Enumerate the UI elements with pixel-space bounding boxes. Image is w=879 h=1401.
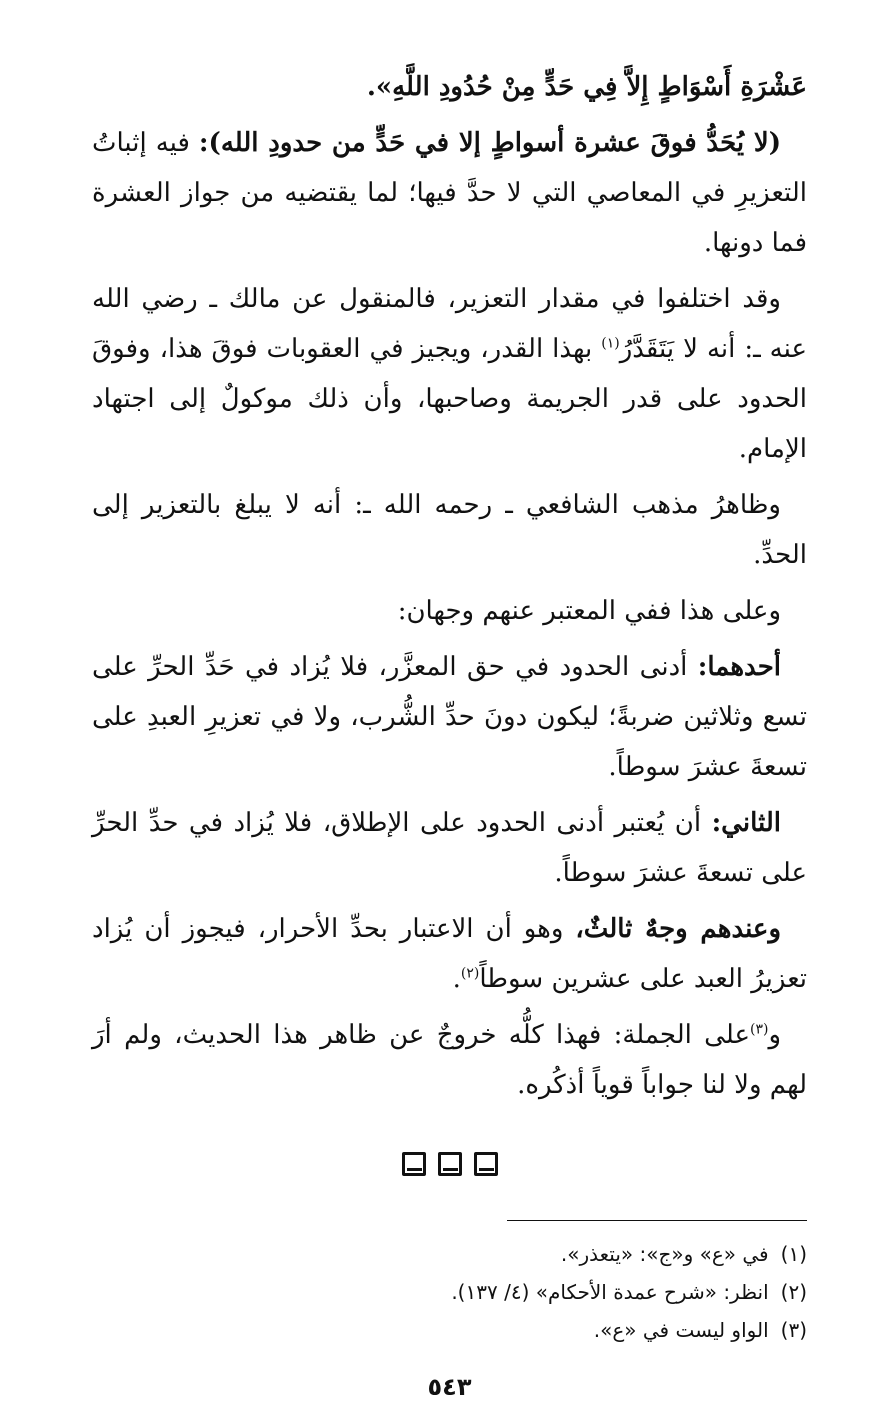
text-segment: وهو أن الاعتبار بحدِّ الأحرار، فيجوز أن يُزاد تعزيرُ العبد على عشرين سوطاً (92, 914, 807, 994)
square-ornament-icon (402, 1152, 426, 1176)
paragraph-8 (92, 1010, 807, 1110)
footnote-ref-3[interactable]: (٣) (749, 1021, 769, 1038)
footnote-text: في «ع» و«ج»: «يتعذر». (560, 1242, 769, 1266)
text-segment: و (768, 1020, 781, 1050)
text-segment: أن يُعتبر أدنى الحدود على الإطلاق، فلا يُزاد في حدِّ الحرِّ على تسعةَ عشرَ سوطاً. (92, 808, 807, 888)
footnote-item (92, 1235, 807, 1273)
footnotes (92, 1235, 807, 1349)
footnote-number: (٢) (780, 1280, 807, 1304)
text-segment: وقد اختلفوا في مقدار التعزير، فالمنقول عن مالك ـ رضي الله عنه ـ: أنه لا يَتَقَدَّرُ (92, 284, 807, 364)
paragraph-3 (92, 480, 807, 580)
paragraph-2 (92, 274, 807, 474)
heading-word: الثاني: (711, 808, 781, 838)
text-segment: عَشْرَةِ أَسْوَاطٍ إِلاَّ فِي حَدٍّ مِنْ حُدُودِ اللَّهِ». (366, 72, 807, 102)
quoted-phrase: (لا يُحَدُّ فوقَ عشرة أسواطٍ إلا في حَدٍّ من حدودِ الله): (198, 128, 781, 158)
paragraph-4 (92, 586, 807, 636)
text-segment: فيه إثباتُ التعزيرِ في المعاصي التي لا حدَّ فيها؛ لما يقتضيه من جواز العشرة فما دونها. (92, 128, 807, 258)
footnote-ref-2[interactable]: (٢) (460, 965, 480, 982)
footnote-separator (507, 1220, 807, 1221)
footnote-text: انظر: «شرح عمدة الأحكام» (٤/ ١٣٧). (451, 1280, 769, 1304)
hadith-continuation (92, 62, 807, 112)
footnote-number: (١) (780, 1242, 807, 1266)
paragraph-7 (92, 904, 807, 1004)
text-segment: بهذا القدر، ويجيز في العقوبات فوقَ هذا، وفوقَ الحدود على قدر الجريمة وصاحبها، وأن ذلك موكولٌ إلى اجتهاد الإمام. (92, 334, 807, 464)
paragraph-5 (92, 642, 807, 792)
footnote-text: الواو ليست في «ع». (593, 1318, 769, 1342)
footnote-item (92, 1311, 807, 1349)
paragraph-6 (92, 798, 807, 898)
square-ornament-icon (474, 1152, 498, 1176)
text-segment: وعلى هذا ففي المعتبر عنهم وجهان: (397, 596, 781, 626)
square-ornament-icon (438, 1152, 462, 1176)
text-segment: وظاهرُ مذهب الشافعي ـ رحمه الله ـ: أنه لا يبلغ بالتعزير إلى الحدِّ. (92, 490, 807, 570)
section-divider (92, 1152, 807, 1176)
text-segment: . (452, 964, 461, 994)
paragraph-1 (92, 118, 807, 268)
heading-word: وعندهم وجهٌ ثالثٌ، (575, 914, 782, 944)
text-segment: أدنى الحدود في حق المعزَّر، فلا يُزاد في حَدِّ الحرِّ على تسع وثلاثين ضربةً؛ ليكون دونَ حدِّ الشُّرب، ولا في تعزيرِ العبدِ على تسعةَ عشرَ سوطاً. (92, 652, 807, 782)
text-segment: على الجملة: فهذا كلُّه خروجٌ عن ظاهر هذا الحديث، ولم أرَ لهم ولا لنا جواباً قوياً أذكُره. (92, 1020, 807, 1100)
page-number: ٥٤٣ (427, 1373, 472, 1401)
footnote-ref-1[interactable]: (١) (601, 335, 620, 352)
footnote-item (92, 1273, 807, 1311)
footnote-number: (٣) (780, 1318, 807, 1342)
heading-word: أحدهما: (697, 652, 781, 682)
